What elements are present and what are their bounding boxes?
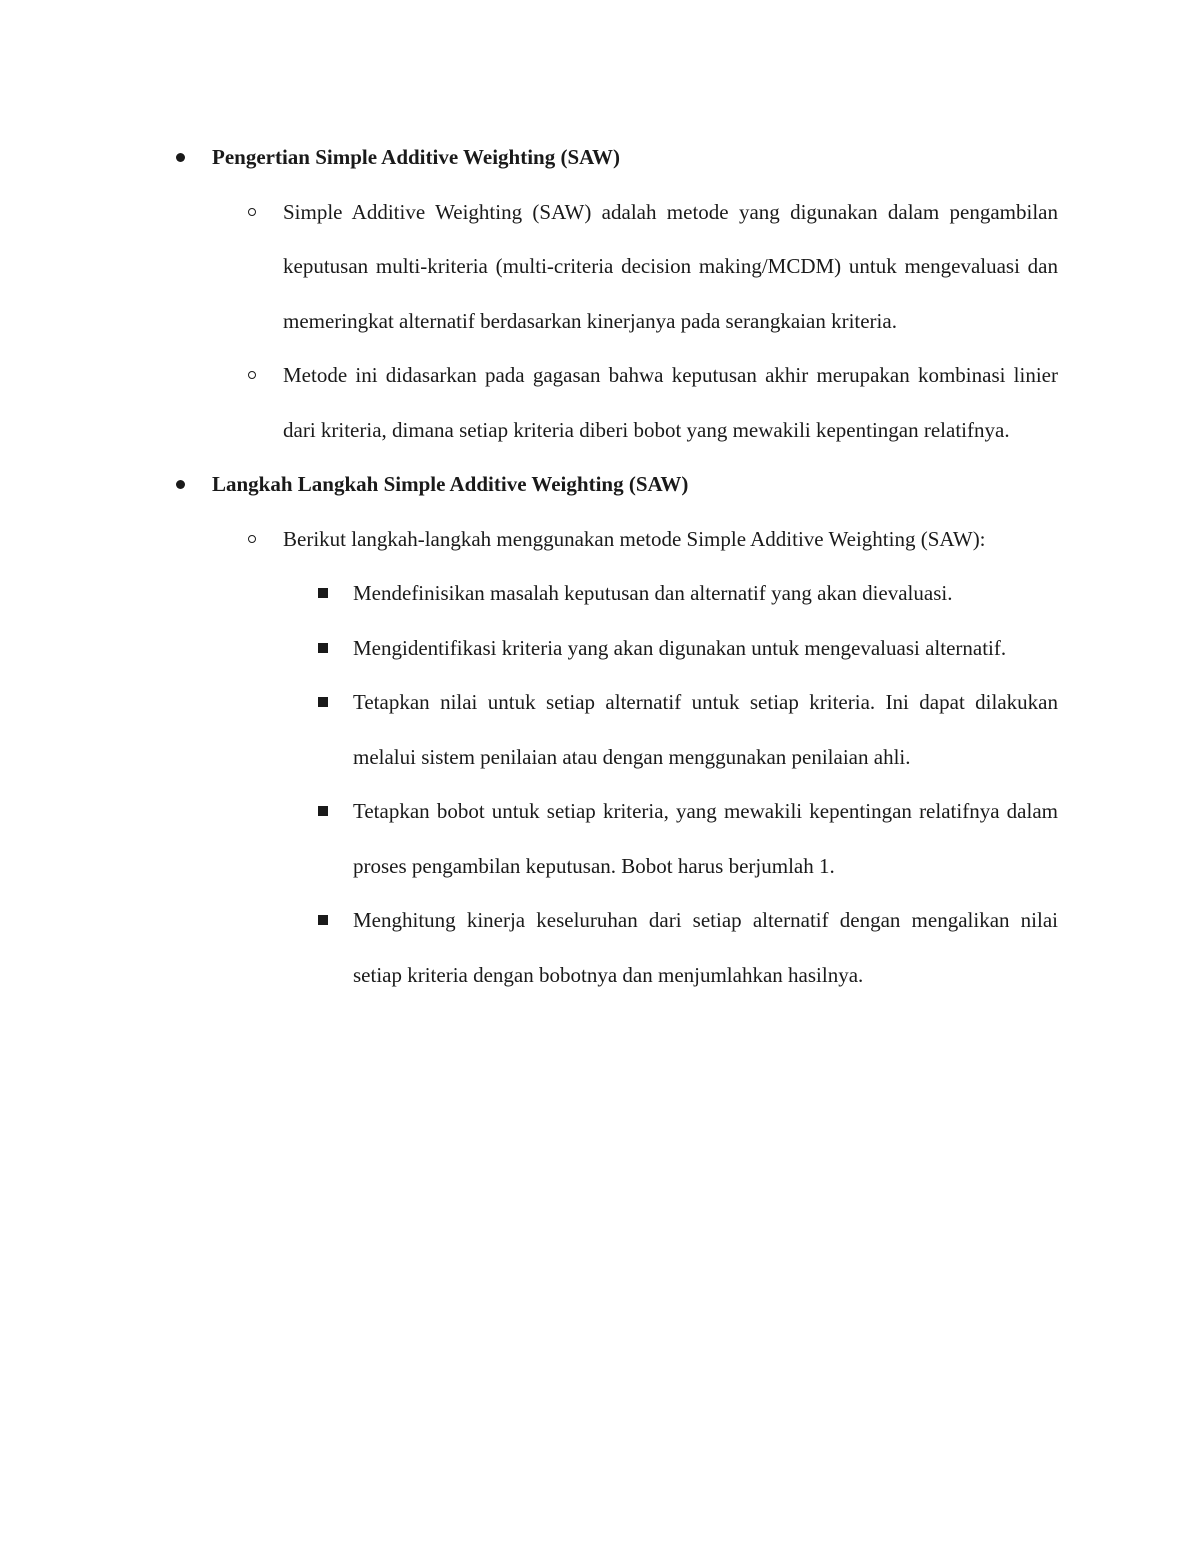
step-text: Tetapkan bobot untuk setiap kriteria, yang mewakili kepentingan relatifnya dalam proses pengambilan keputusan. Bobot harus berjumlah 1. [353,799,1058,878]
step-text: Mengidentifikasi kriteria yang akan digunakan untuk mengevaluasi alternatif. [353,635,1007,660]
paragraph-text: Simple Additive Weighting (SAW) adalah metode yang digunakan dalam pengambilan keputusan multi-kriteria (multi-criteria decision making/MCDM) untuk mengevaluasi dan memeringkat alternatif berdasarkan kinerjanya pada serangkaian kriteria. [283,199,1058,333]
step-item [353,784,1058,893]
step-item [353,566,1058,621]
square-bullet-icon [313,621,333,676]
step-text: Tetapkan nilai untuk setiap alternatif untuk setiap kriteria. Ini dapat dilakukan melalui sistem penilaian atau dengan menggunakan penilaian ahli. [353,690,1058,769]
section-heading-langkah [212,457,1058,512]
disc-bullet-icon [170,130,190,185]
list-item [283,185,1058,349]
list-item [283,512,1058,567]
disc-bullet-icon [170,457,190,512]
step-text: Menghitung kinerja keseluruhan dari setiap alternatif dengan mengalikan nilai setiap kriteria dengan bobotnya dan menjumlahkan hasilnya. [353,908,1058,987]
step-item [353,621,1058,676]
square-bullet-icon [313,784,333,839]
circle-bullet-icon [242,512,262,567]
document-content [0,130,1200,1002]
paragraph-text: Metode ini didasarkan pada gagasan bahwa keputusan akhir merupakan kombinasi linier dari kriteria, dimana setiap kriteria diberi bobot yang mewakili kepentingan relatifnya. [283,363,1058,442]
step-item [353,675,1058,784]
circle-bullet-icon [242,185,262,240]
circle-bullet-icon [242,348,262,403]
section-heading-pengertian [212,130,1058,185]
square-bullet-icon [313,893,333,948]
heading-text: Pengertian Simple Additive Weighting (SAW) [212,145,620,169]
heading-text: Langkah Langkah Simple Additive Weighting (SAW) [212,472,689,496]
step-text: Mendefinisikan masalah keputusan dan alternatif yang akan dievaluasi. [353,581,953,605]
step-item [353,893,1058,1002]
paragraph-text: Berikut langkah-langkah menggunakan metode Simple Additive Weighting (SAW): [283,526,986,551]
list-item [283,348,1058,457]
square-bullet-icon [313,675,333,730]
square-bullet-icon [313,566,333,621]
